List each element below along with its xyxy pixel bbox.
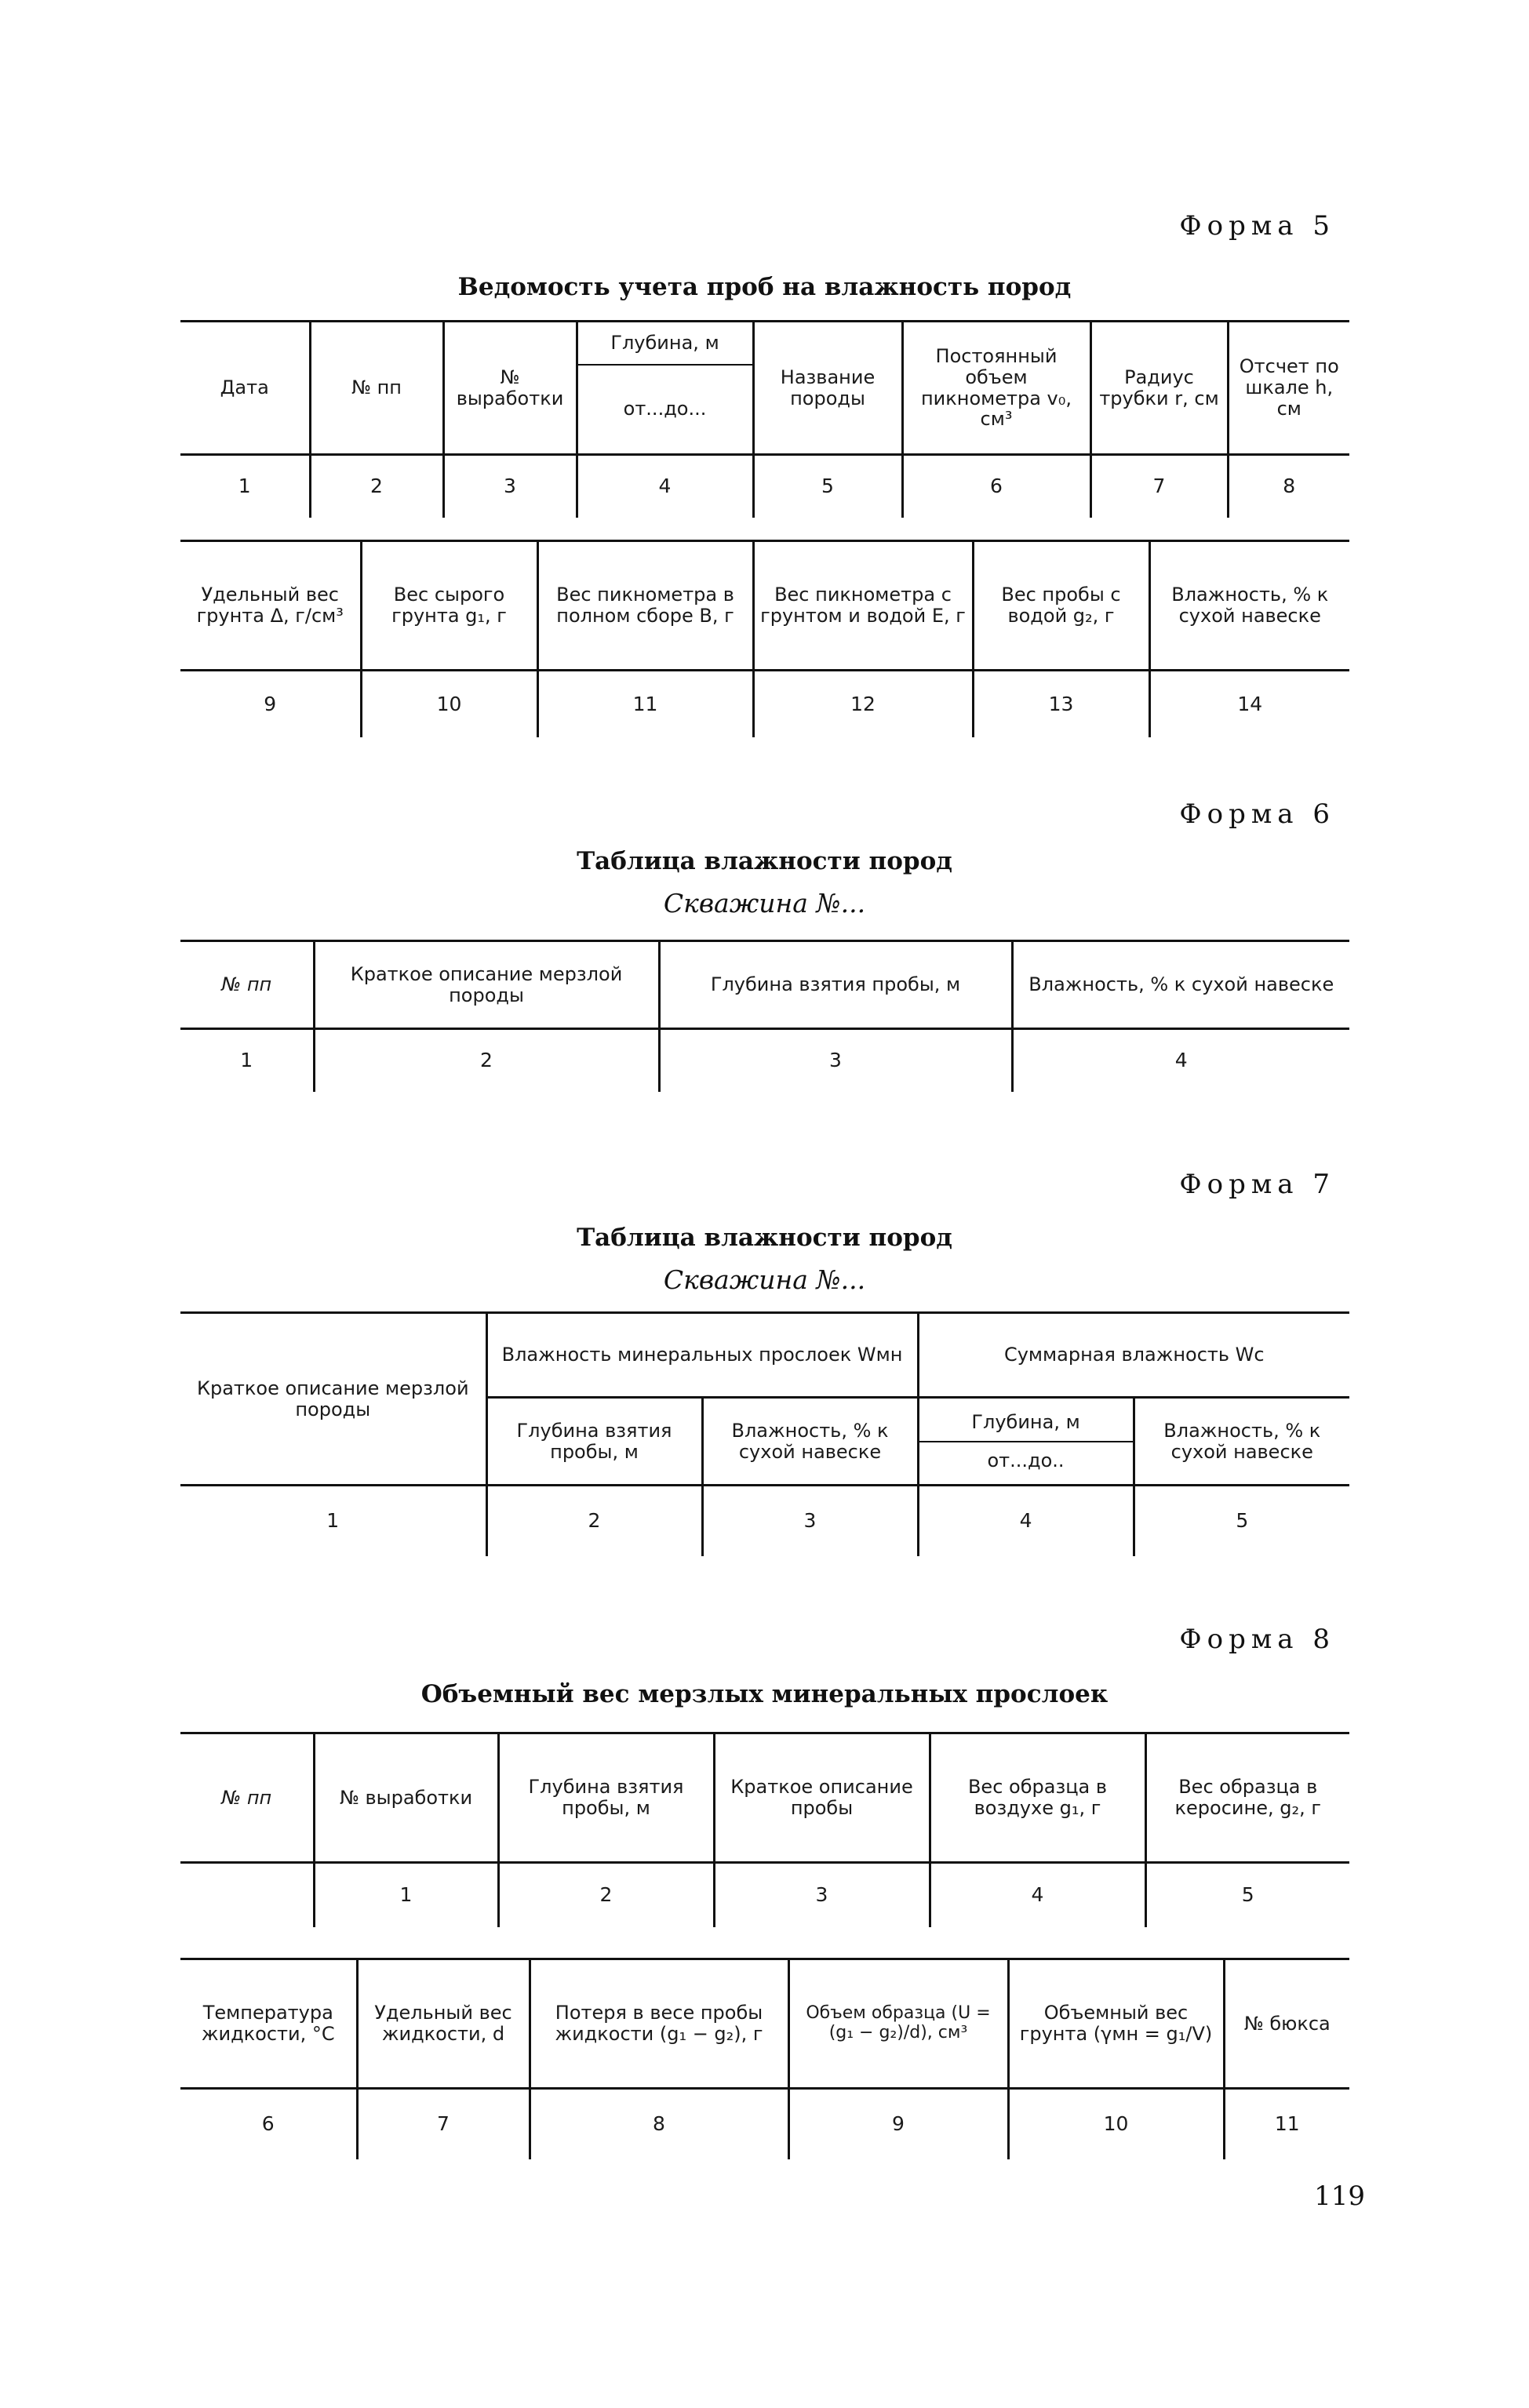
header-excavation: № выработки xyxy=(443,322,577,455)
col-number: 8 xyxy=(1228,455,1349,518)
col-number: 5 xyxy=(1145,1863,1349,1927)
header-total-moisture: Суммарная влажность Wc xyxy=(918,1313,1349,1398)
header-number: № пп xyxy=(180,941,314,1029)
col-number: 4 xyxy=(930,1863,1145,1927)
form7-label: Форма 7 xyxy=(1179,1169,1335,1200)
form6-title: Таблица влажности пород xyxy=(577,847,952,875)
col-number: 2 xyxy=(314,1029,659,1092)
header-sampling-depth: Глубина взятия пробы, м xyxy=(486,1398,702,1486)
header-depth: Глубина, м xyxy=(577,322,753,365)
col-number: 1 xyxy=(180,1029,314,1092)
header-moisture: Влажность, % к сухой навеске xyxy=(702,1398,918,1486)
col-number: 7 xyxy=(357,2089,530,2159)
col-number: 6 xyxy=(180,2089,357,2159)
header-weight-loss: Потеря в весе пробы жидкости (g₁ − g₂), г xyxy=(530,1959,788,2089)
col-number: 2 xyxy=(486,1486,702,1556)
col-number xyxy=(180,1863,314,1927)
header-mineral-layers-moisture: Влажность минеральных прослоек Wмн xyxy=(486,1313,918,1398)
form6-subtitle: Скважина №... xyxy=(663,888,866,918)
header-sampling-depth: Глубина взятия пробы, м xyxy=(659,941,1012,1029)
header-pycnometer-full: Вес пикнометра в полном сборе B, г xyxy=(537,541,753,671)
col-number: 3 xyxy=(702,1486,918,1556)
page-number: 119 xyxy=(1314,2181,1365,2212)
header-bulk-density: Объемный вес грунта (γмн = g₁/V) xyxy=(1008,1959,1224,2089)
col-number: 14 xyxy=(1149,671,1349,737)
form6-table xyxy=(180,940,1349,1092)
form6-label: Форма 6 xyxy=(1179,798,1335,830)
form8-table-2 xyxy=(180,1958,1349,2159)
col-number: 8 xyxy=(530,2089,788,2159)
col-number: 3 xyxy=(714,1863,930,1927)
col-number: 4 xyxy=(918,1486,1134,1556)
header-sample-water: Вес пробы с водой g₂, г xyxy=(973,541,1149,671)
form5-table-1 xyxy=(180,320,1349,518)
col-number: 9 xyxy=(788,2089,1008,2159)
header-description: Краткое описание пробы xyxy=(714,1733,930,1863)
form7-title: Таблица влажности пород xyxy=(577,1224,952,1252)
header-excavation: № выработки xyxy=(314,1733,498,1863)
form7-subtitle: Скважина №... xyxy=(663,1264,866,1295)
header-sample-volume: Объем образца (U = (g₁ − g₂)/d), см³ xyxy=(788,1959,1008,2089)
header-number: № пп xyxy=(180,1733,314,1863)
header-total-moisture-value: Влажность, % к сухой навеске xyxy=(1134,1398,1349,1486)
header-date: Дата xyxy=(180,322,310,455)
form8-title: Объемный вес мерзлых минеральных прослоек xyxy=(420,1680,1109,1708)
col-number: 2 xyxy=(310,455,443,518)
col-number: 12 xyxy=(753,671,973,737)
header-weighing-bottle: № бюкса xyxy=(1224,1959,1349,2089)
header-description: Краткое описание мерзлой породы xyxy=(314,941,659,1029)
col-number: 9 xyxy=(180,671,361,737)
header-depth: Глубина, м xyxy=(919,1404,1133,1442)
col-number: 5 xyxy=(1134,1486,1349,1556)
form7-table xyxy=(180,1311,1349,1556)
col-number: 4 xyxy=(1012,1029,1349,1092)
header-liquid-temperature: Температура жидкости, °С xyxy=(180,1959,357,2089)
col-number: 1 xyxy=(314,1863,498,1927)
header-weight-air: Вес образца в воздухе g₁, г xyxy=(930,1733,1145,1863)
col-number: 13 xyxy=(973,671,1149,737)
col-number: 1 xyxy=(180,1486,486,1556)
header-depth-range: от...до... xyxy=(577,365,753,455)
header-description: Краткое описание мерзлой породы xyxy=(180,1313,486,1486)
col-number: 10 xyxy=(1008,2089,1224,2159)
header-rock-name: Название породы xyxy=(753,322,902,455)
form5-table-2 xyxy=(180,540,1349,737)
form8-label: Форма 8 xyxy=(1179,1624,1335,1655)
header-sampling-depth: Глубина взятия пробы, м xyxy=(498,1733,714,1863)
form5-title: Ведомость учета проб на влажность пород xyxy=(457,273,1072,301)
header-pycnometer-soil-water: Вес пикнометра с грунтом и водой E, г xyxy=(753,541,973,671)
header-pycnometer-volume: Постоянный объем пикнометра v₀, см³ xyxy=(902,322,1090,455)
header-tube-radius: Радиус трубки r, см xyxy=(1090,322,1228,455)
col-number: 1 xyxy=(180,455,310,518)
col-number: 6 xyxy=(902,455,1090,518)
header-number: № пп xyxy=(310,322,443,455)
header-scale-reading: Отсчет по шкале h, см xyxy=(1228,322,1349,455)
header-specific-gravity: Удельный вес грунта Δ, г/см³ xyxy=(180,541,361,671)
form8-table-1 xyxy=(180,1732,1349,1927)
header-depth-range: от...до.. xyxy=(987,1449,1065,1471)
header-moisture: Влажность, % к сухой навеске xyxy=(1149,541,1349,671)
col-number: 2 xyxy=(498,1863,714,1927)
col-number: 4 xyxy=(577,455,753,518)
col-number: 7 xyxy=(1090,455,1228,518)
header-wet-weight: Вес сырого грунта g₁, г xyxy=(361,541,537,671)
form5-label: Форма 5 xyxy=(1179,210,1335,242)
col-number: 5 xyxy=(753,455,902,518)
header-liquid-density: Удельный вес жидкости, d xyxy=(357,1959,530,2089)
header-weight-kerosene: Вес образца в керосине, g₂, г xyxy=(1145,1733,1349,1863)
col-number: 11 xyxy=(1224,2089,1349,2159)
col-number: 3 xyxy=(443,455,577,518)
header-moisture: Влажность, % к сухой навеске xyxy=(1012,941,1349,1029)
col-number: 3 xyxy=(659,1029,1012,1092)
col-number: 10 xyxy=(361,671,537,737)
header-depth-cell xyxy=(918,1398,1134,1486)
col-number: 11 xyxy=(537,671,753,737)
